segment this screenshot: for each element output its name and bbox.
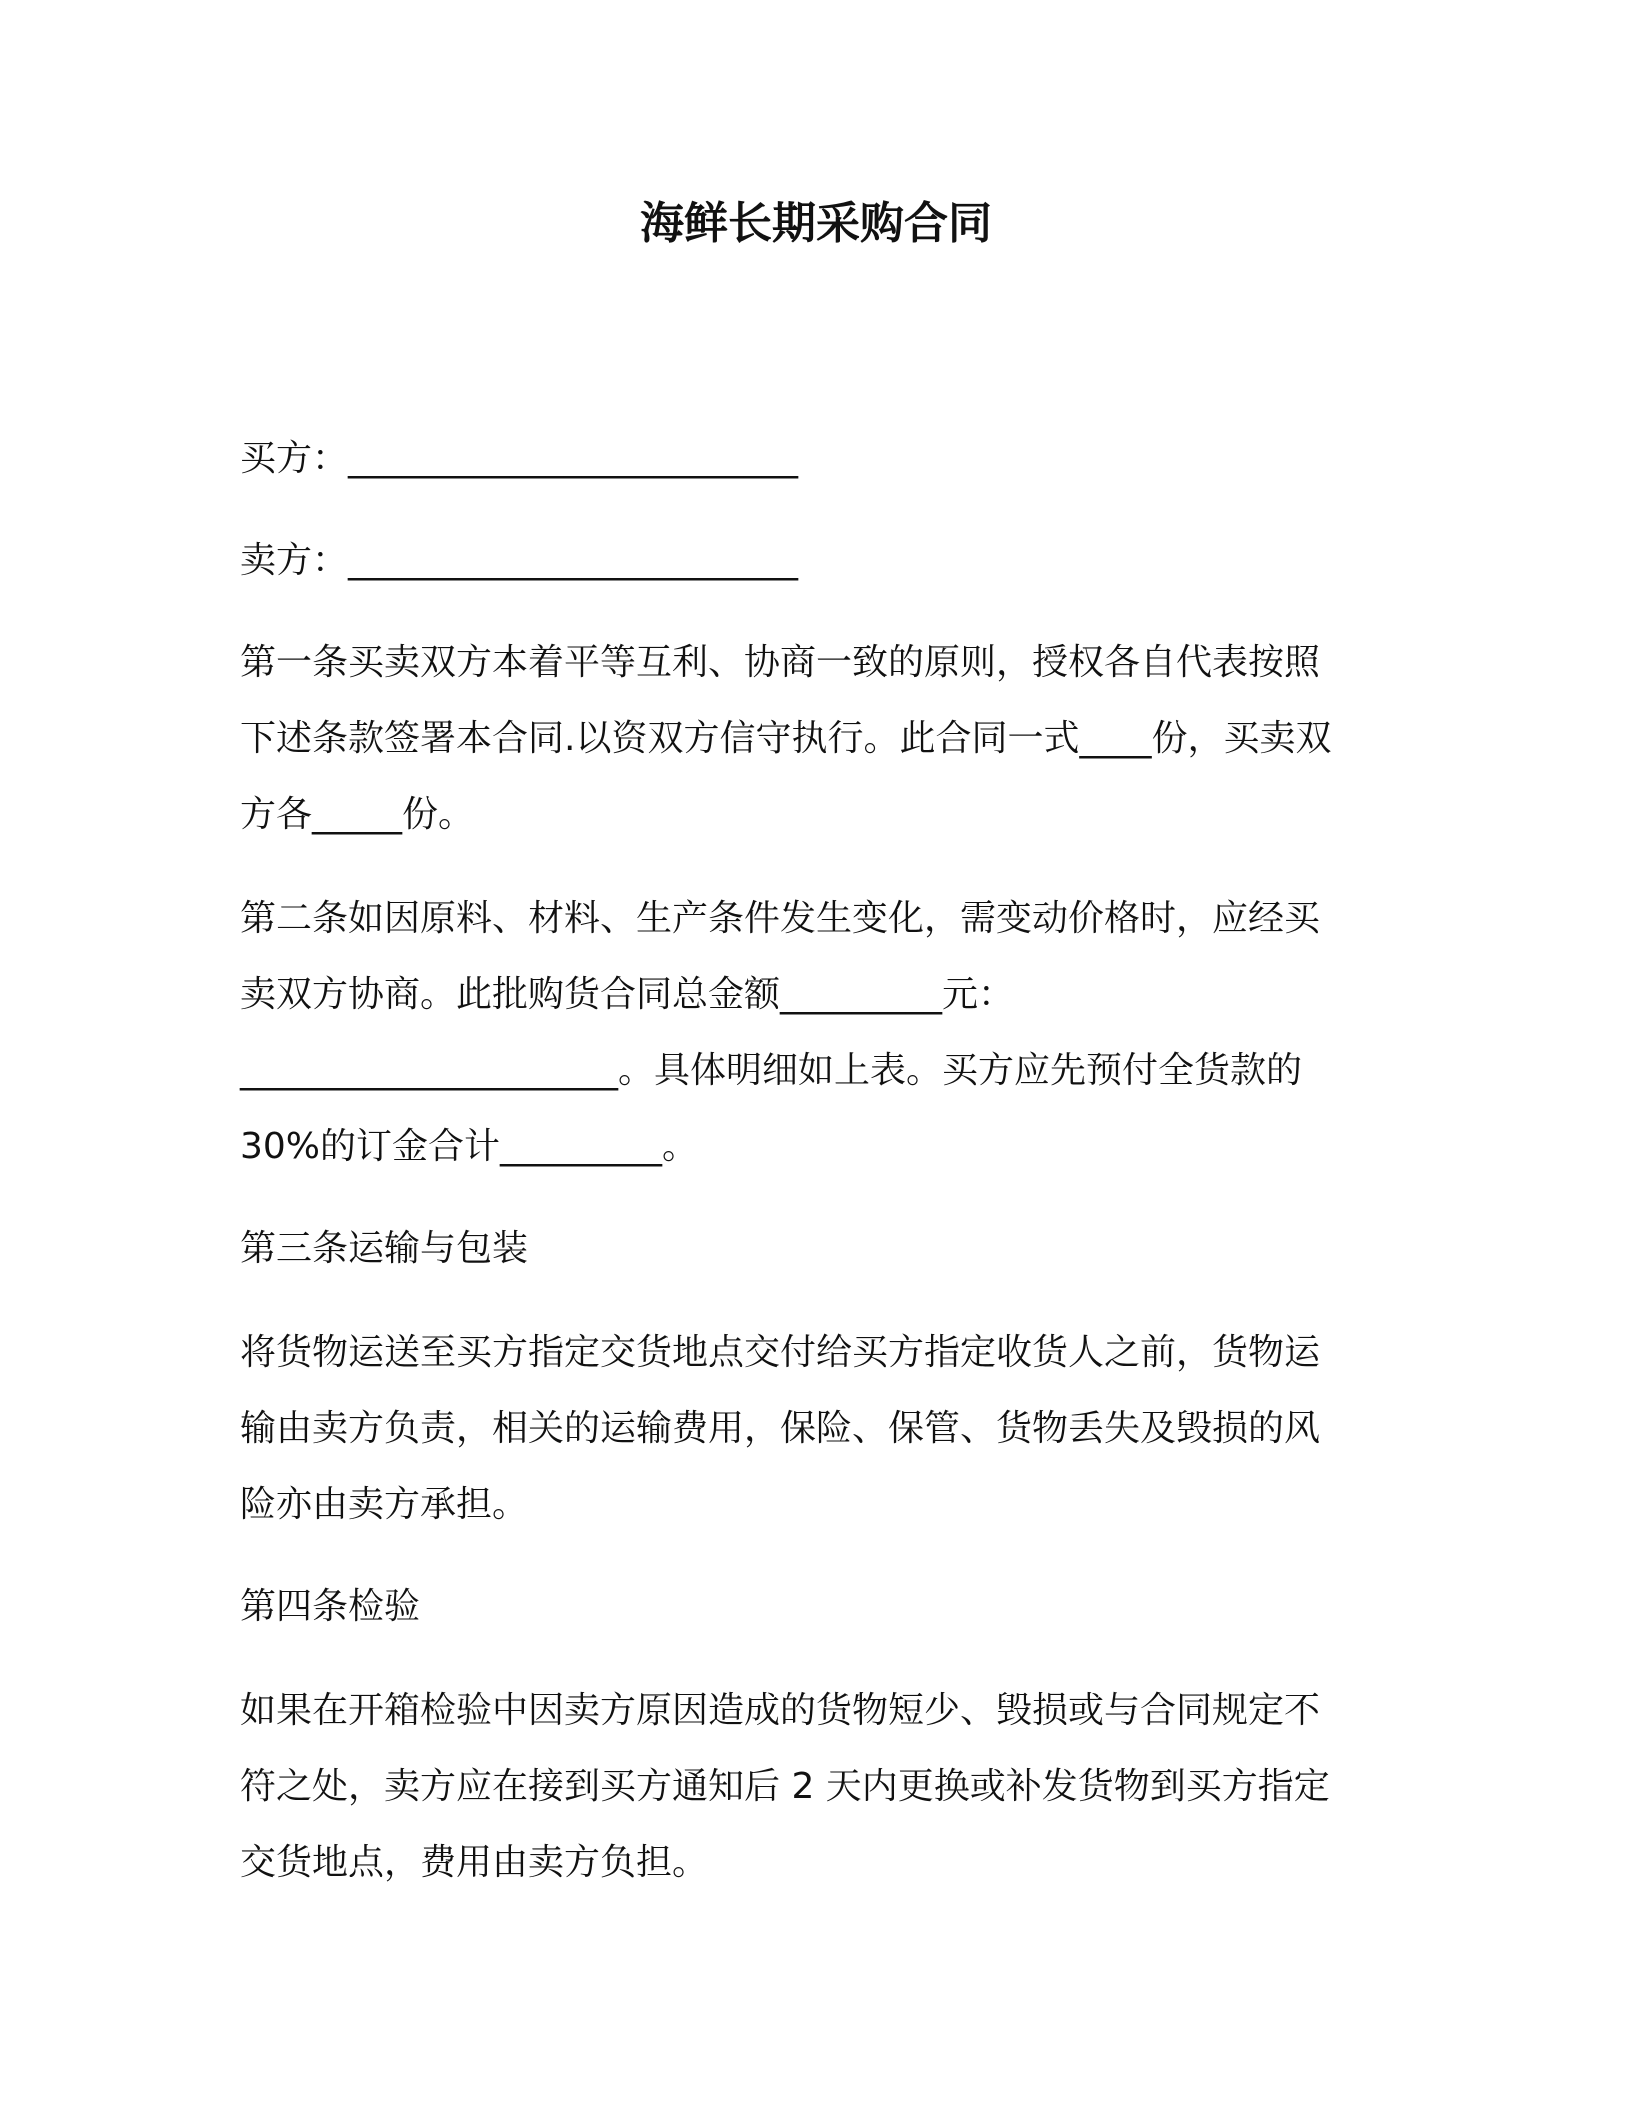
- article4-heading: 第四条检验: [240, 1586, 421, 1627]
- seller-line: 卖方：_________________________: [240, 540, 799, 581]
- article4-line-1: 如果在开箱检验中因卖方原因造成的货物短少、毁损或与合同规定不: [240, 1690, 1321, 1731]
- article2-line-3: _____________________。具体明细如上表。买方应先预付全货款的: [240, 1050, 1303, 1091]
- article2-line-1: 第二条如因原料、材料、生产条件发生变化，需变动价格时，应经买: [240, 898, 1321, 939]
- article3-line-3: 险亦由卖方承担。: [240, 1484, 529, 1525]
- article3-line-2: 输由卖方负责，相关的运输费用，保险、保管、货物丢失及毁损的风: [240, 1408, 1321, 1449]
- document-title: 海鲜长期采购合同: [640, 198, 992, 249]
- article2-line-4: 30%的订金合计_________。: [240, 1126, 699, 1167]
- article1-line-1: 第一条买卖双方本着平等互利、协商一致的原则，授权各自代表按照: [240, 642, 1321, 683]
- article3-line-1: 将货物运送至买方指定交货地点交付给买方指定收货人之前，货物运: [240, 1332, 1321, 1373]
- article4-line-2: 符之处，卖方应在接到买方通知后 2 天内更换或补发货物到买方指定: [240, 1766, 1330, 1807]
- article2-line-2: 卖双方协商。此批购货合同总金额_________元：: [240, 974, 1015, 1015]
- article3-heading: 第三条运输与包装: [240, 1228, 529, 1269]
- article1-line-2: 下述条款签署本合同.以资双方信守执行。此合同一式____份，买卖双: [240, 718, 1332, 759]
- article1-line-3: 方各_____份。: [240, 794, 475, 835]
- buyer-line: 买方：_________________________: [240, 438, 799, 479]
- article4-line-3: 交货地点，费用由卖方负担。: [240, 1842, 709, 1883]
